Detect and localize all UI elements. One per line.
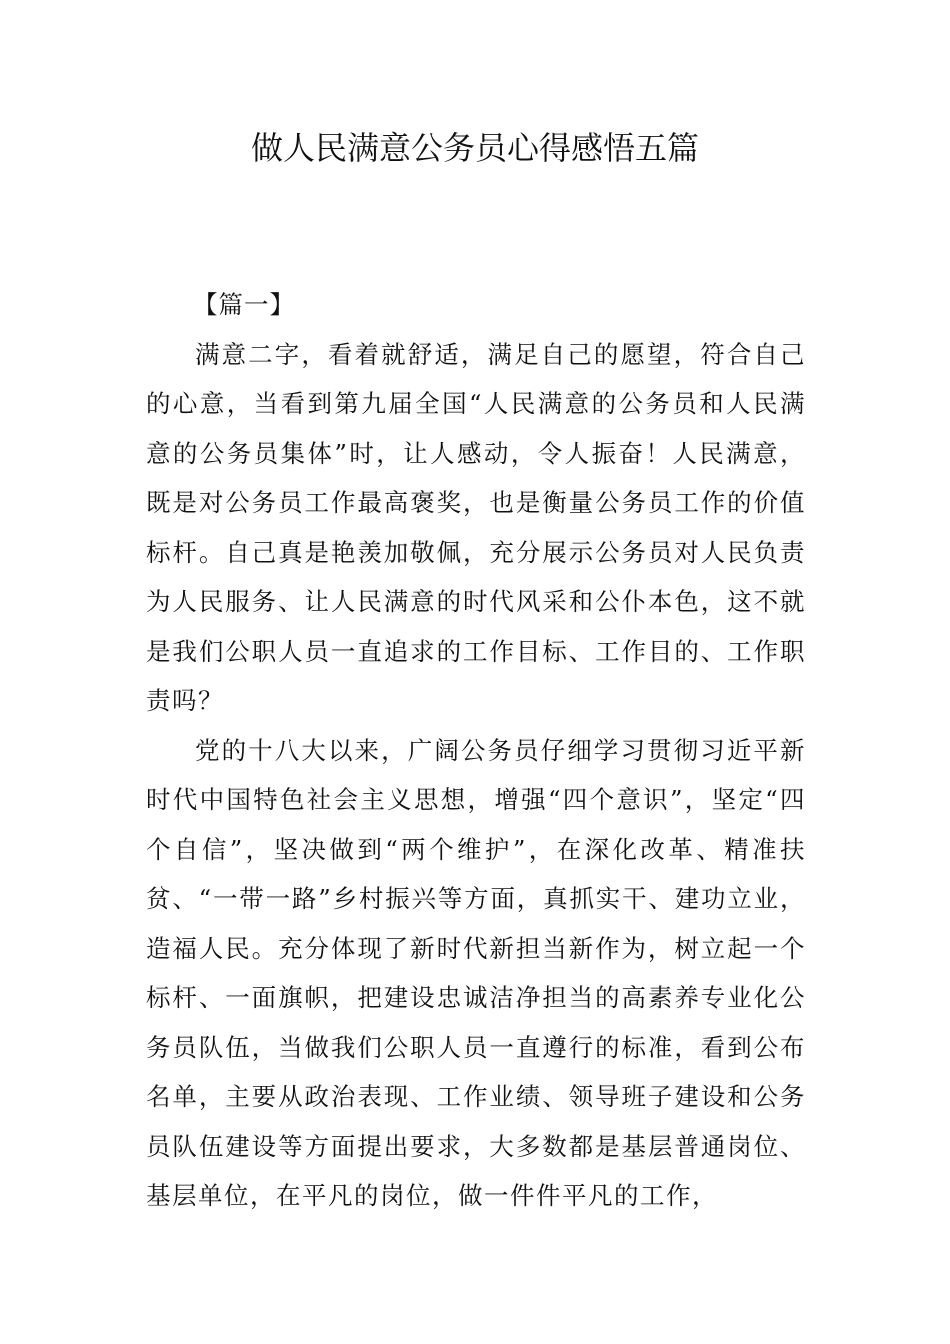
document-title: 做人民满意公务员心得感悟五篇 [250,129,699,167]
paragraph-2: 党的十八大以来，广阔公务员仔细学习贯彻习近平新时代中国特色社会主义思想，增强“四个意识”，坚定“四个自信”，坚决做到“两个维护”，在深化改革、精准扶贫、“一带一路”乡村振兴等方面，真抓实干、建功立业，造福人民。充分体现了新时代新担当新作为，树立起一个标杆、一面旗帜，把建设忠诚洁净担当的高素养专业化公务员队伍，当做我们公职人员一直遵行的标准，看到公布名单，主要从政治表现、工作业绩、领导班子建设和公务员队伍建设等方面提出要求，大多数都是基层普通岗位、基层单位，在平凡的岗位，做一件件平凡的工作， [146,735,806,1210]
paragraph-1: 满意二字，看着就舒适，满足自己的愿望，符合自己的心意，当看到第九届全国“人民满意的公务员和人民满意的公务员集体”时，让人感动，令人振奋！人民满意，既是对公务员工作最高褒奖，也是衡量公务员工作的价值标杆。自己真是艳羡加敬佩，充分展示公务员对人民负责为人民服务、让人民满意的时代风采和公仆本色，这不就是我们公职人员一直追求的工作目标、工作目的、工作职责吗？ [146,339,806,715]
document-body [146,280,806,1221]
section-label: 【篇一】 [193,290,295,319]
